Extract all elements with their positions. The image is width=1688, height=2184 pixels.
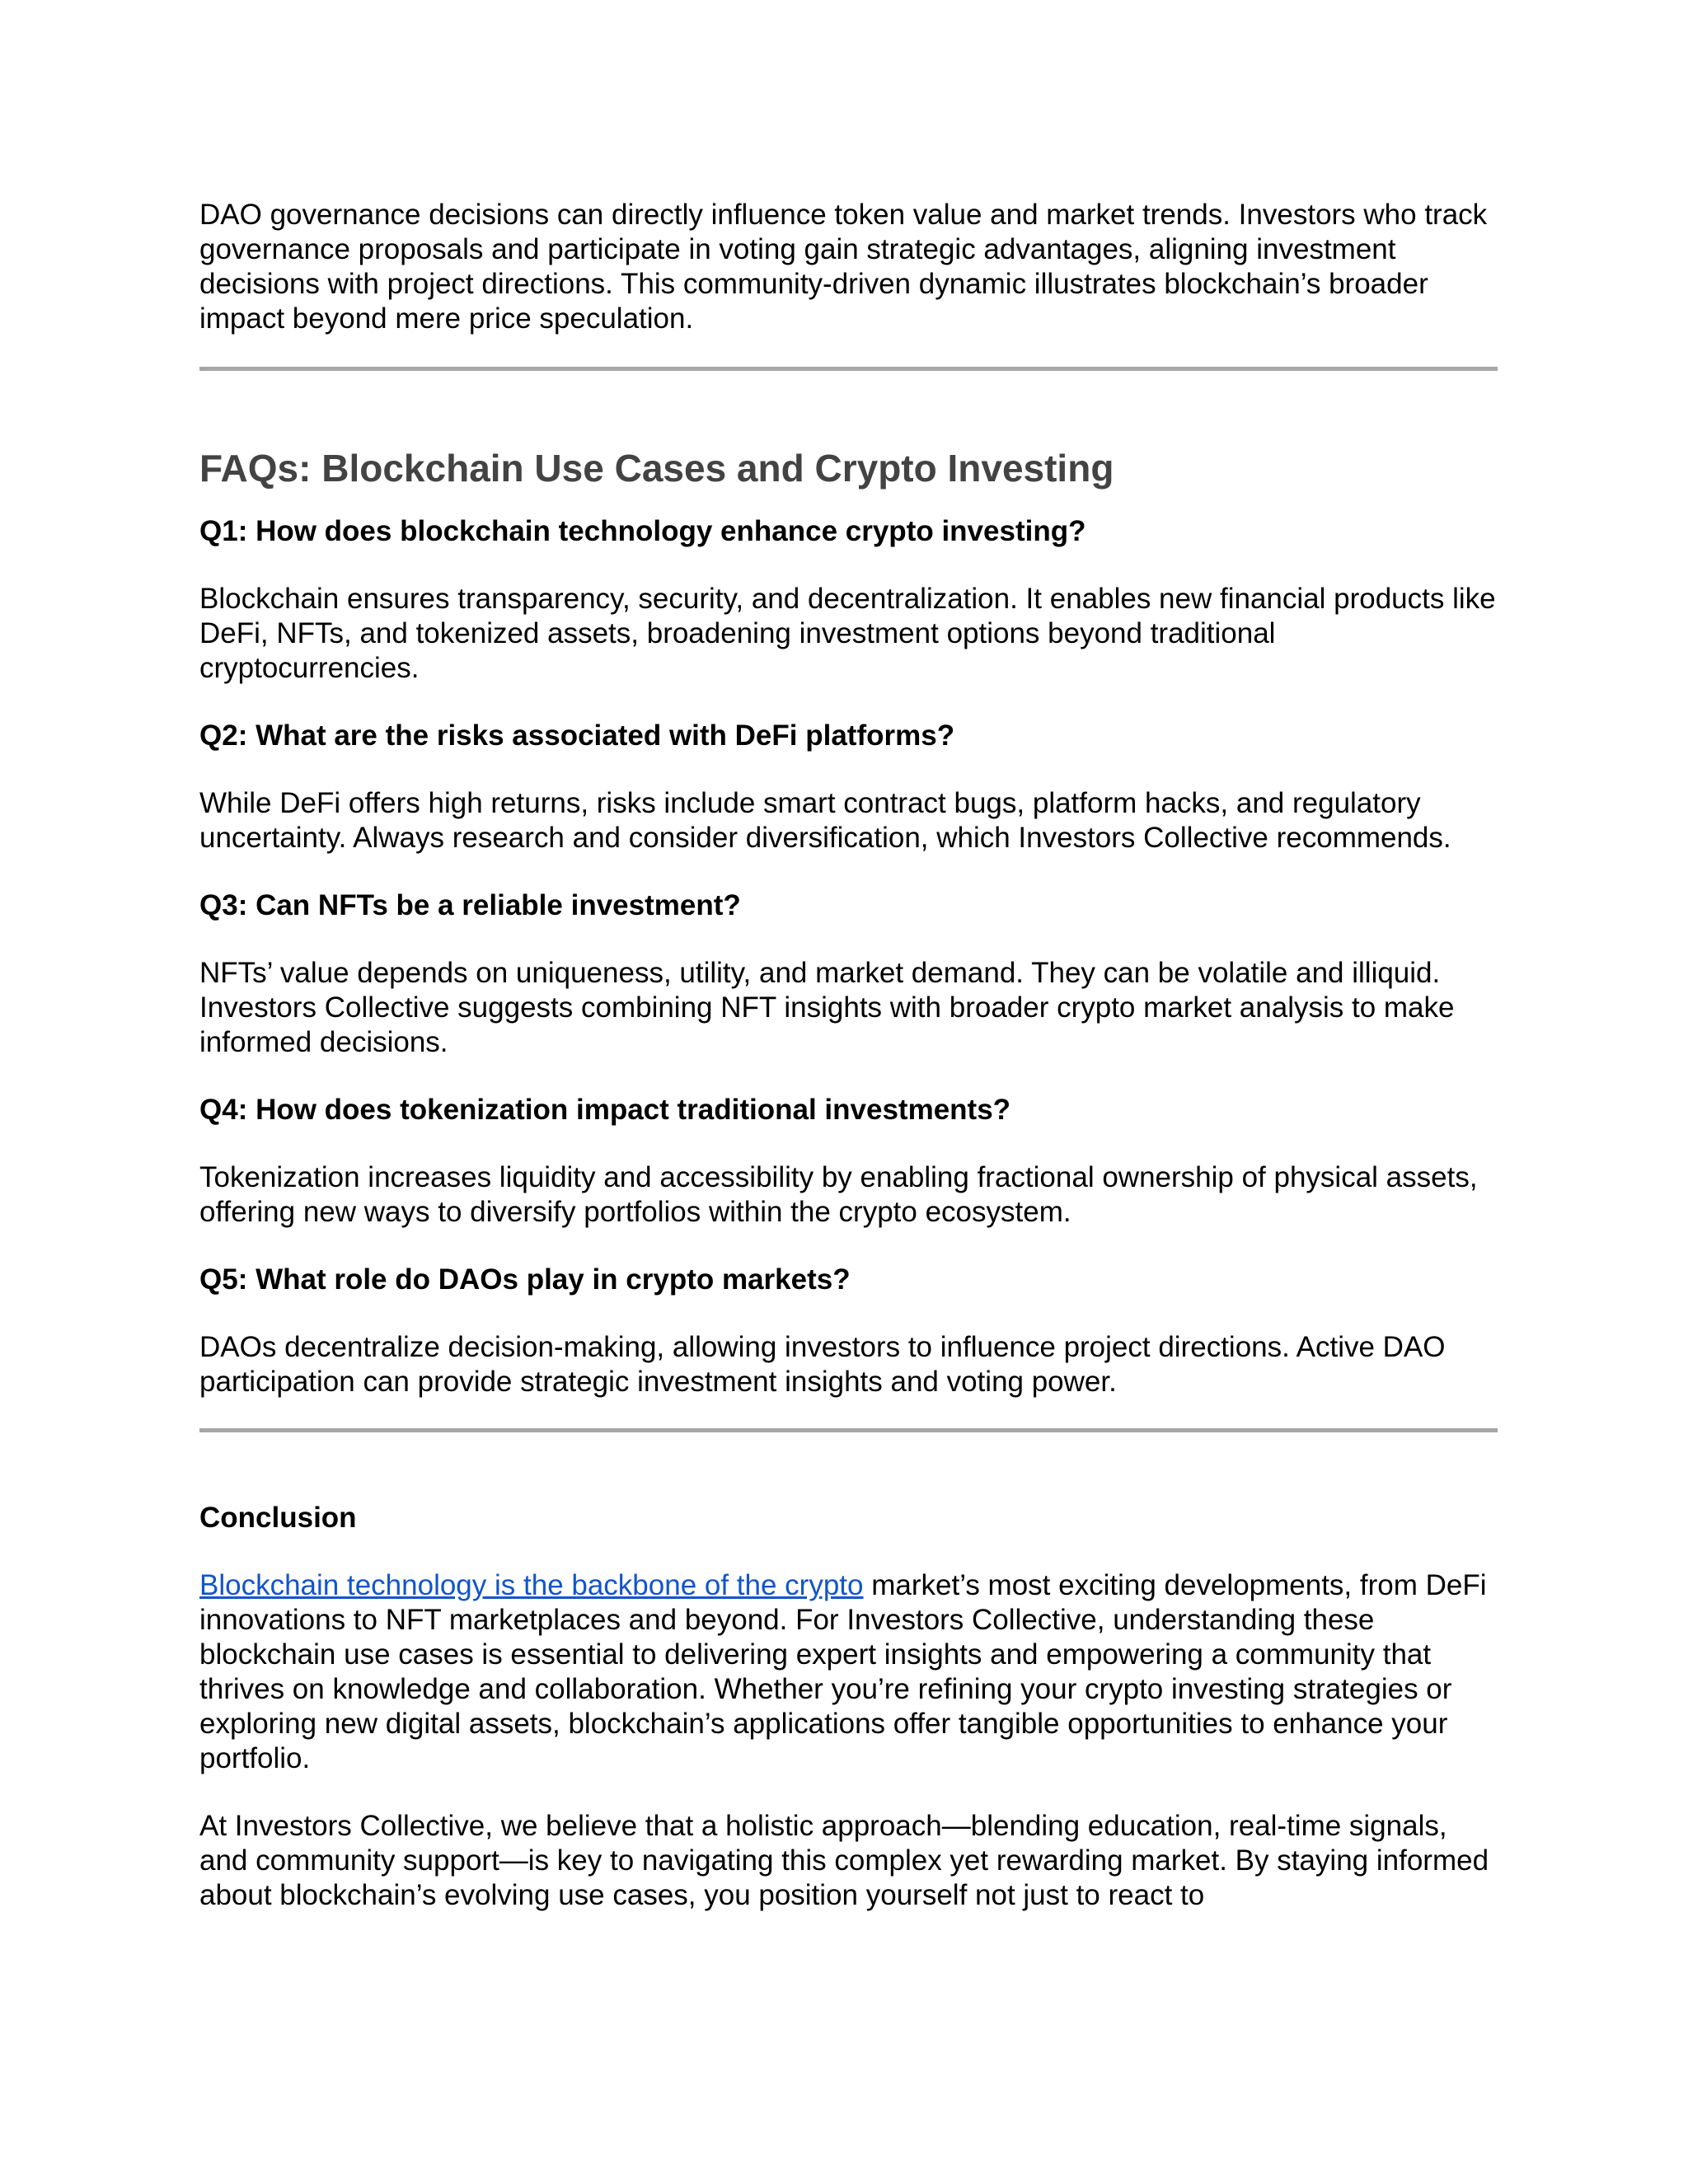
faq-item — [199, 719, 1498, 855]
faq-item — [199, 1093, 1498, 1230]
page-content — [199, 198, 1498, 1913]
faq-answer: While DeFi offers high returns, risks include smart contract bugs, platform hacks, and regulatory uncertainty. Always research and consider diversification, which Investors Collective recommends. — [199, 787, 1451, 854]
faq-question: Q2: What are the risks associated with DeFi platforms? — [199, 719, 955, 752]
faq-section-title: FAQs: Blockchain Use Cases and Crypto Investing — [199, 447, 1114, 490]
faq-question: Q4: How does tokenization impact traditional investments? — [199, 1094, 1011, 1126]
conclusion-paragraph — [199, 1568, 1498, 1776]
conclusion-paragraph-text: market’s most exciting developments, from DeFi innovations to NFT marketplaces and beyond. For Investors Collective, understanding these blockchain use cases is essential to delivering expert insights and empowering a community that thrives on knowledge and collaboration. Whether you’re refining your crypto investing strategies or exploring new digital assets, blockchain’s applications offer tangible opportunities to enhance your portfolio. — [199, 1569, 1487, 1774]
faq-question: Q5: What role do DAOs play in crypto markets? — [199, 1263, 851, 1296]
intro-paragraph: DAO governance decisions can directly influence token value and market trends. Investors who track governance proposals and participate in voting gain strategic advantages, aligning investment decisions with project directions. This community-driven dynamic illustrates blockchain’s broader impact beyond mere price speculation. — [199, 199, 1488, 335]
faq-answer: NFTs’ value depends on uniqueness, utility, and market demand. They can be volatile and illiquid. Investors Collective suggests combining NFT insights with broader crypto market analysis to make informed decisions. — [199, 957, 1455, 1058]
faq-answer: DAOs decentralize decision-making, allowing investors to influence project directions. Active DAO participation can provide strategic investment insights and voting power. — [199, 1331, 1446, 1398]
conclusion-heading: Conclusion — [199, 1502, 357, 1534]
faq-item — [199, 514, 1498, 686]
faq-question: Q1: How does blockchain technology enhance crypto investing? — [199, 515, 1086, 547]
faq-answer: Blockchain ensures transparency, security, and decentralization. It enables new financial products like DeFi, NFTs, and tokenized assets, broadening investment options beyond traditional cryptocurrencies. — [199, 583, 1496, 684]
backbone-article-link[interactable]: Blockchain technology is the backbone of the crypto — [199, 1569, 864, 1601]
closing-paragraph: At Investors Collective, we believe that a holistic approach—blending education, real-time signals, and community support—is key to navigating this complex yet rewarding market. By staying informed about blockchain’s evolving use cases, you position yourself not just to react to — [199, 1810, 1489, 1911]
faq-question: Q3: Can NFTs be a reliable investment? — [199, 889, 741, 921]
faq-list — [199, 514, 1498, 1399]
faq-answer: Tokenization increases liquidity and accessibility by enabling fractional ownership of physical assets, offering new ways to diversify portfolios within the crypto ecosystem. — [199, 1161, 1478, 1228]
faq-item — [199, 888, 1498, 1060]
faq-item — [199, 1263, 1498, 1399]
